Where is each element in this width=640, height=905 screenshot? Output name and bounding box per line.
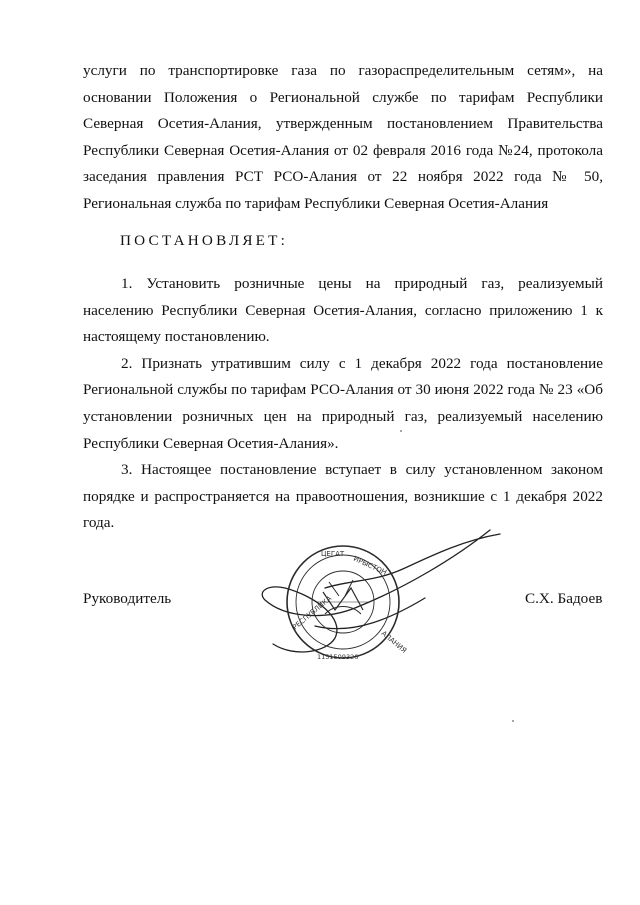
signatory-name: С.Х. Бадоев (525, 590, 603, 607)
seal-lettering (291, 550, 408, 661)
svg-text:ЦЕГАТ: ЦЕГАТ (321, 550, 345, 558)
svg-text:1151509326: 1151509326 (317, 653, 359, 661)
resolves-heading: ПОСТАНОВЛЯЕТ: (120, 232, 289, 249)
intro-paragraph: услуги по транспортировке газа по газораспределительным сетям», на основании Положения о Региональной службе по тарифам Республики Северная Осетия-Алания, утвержденным постановлением Правительства Республики Северная Осетия-Алания от 02 февраля 2016 года №24, протокола заседания правления РСТ РСО-Алания от 22 ноября 2022 года № 50, Региональная служба по тарифам Республики Северная Осетия-Алания (83, 62, 603, 212)
resolution-item-1: 1. Установить розничные цены на природный газ, реализуемый населению Республики Северная Осетия-Алания, согласно приложению 1 к настоящему постановлению. (83, 275, 603, 346)
svg-text:АЛАНИЯ: АЛАНИЯ (379, 629, 409, 655)
resolution-item-3: 3. Настоящее постановление вступает в силу установленном законом порядке и распространяется на правоотношения, возникшие с 1 декабря 2022 года. (83, 461, 603, 532)
svg-text:РЕСПУБЛИКА: РЕСПУБЛИКА (291, 594, 334, 632)
resolution-items (83, 271, 603, 537)
resolution-item-2: 2. Признать утратившим силу с 1 декабря 2022 года постановление Региональной службы по тарифам РСО-Алания от 30 июня 2022 года № 23 «Об установлении розничных цен на природный газ, реализуемый населению Республики Северная Осетия-Алания». (83, 354, 603, 452)
official-seal (287, 546, 399, 658)
scan-speck (512, 720, 514, 722)
stamp-and-signature (255, 518, 515, 678)
signatory-role: Руководитель (83, 590, 172, 607)
scan-speck (400, 430, 402, 432)
svg-text:ИРЫСТОН: ИРЫСТОН (352, 554, 388, 577)
intro-paragraph-block (83, 58, 603, 218)
